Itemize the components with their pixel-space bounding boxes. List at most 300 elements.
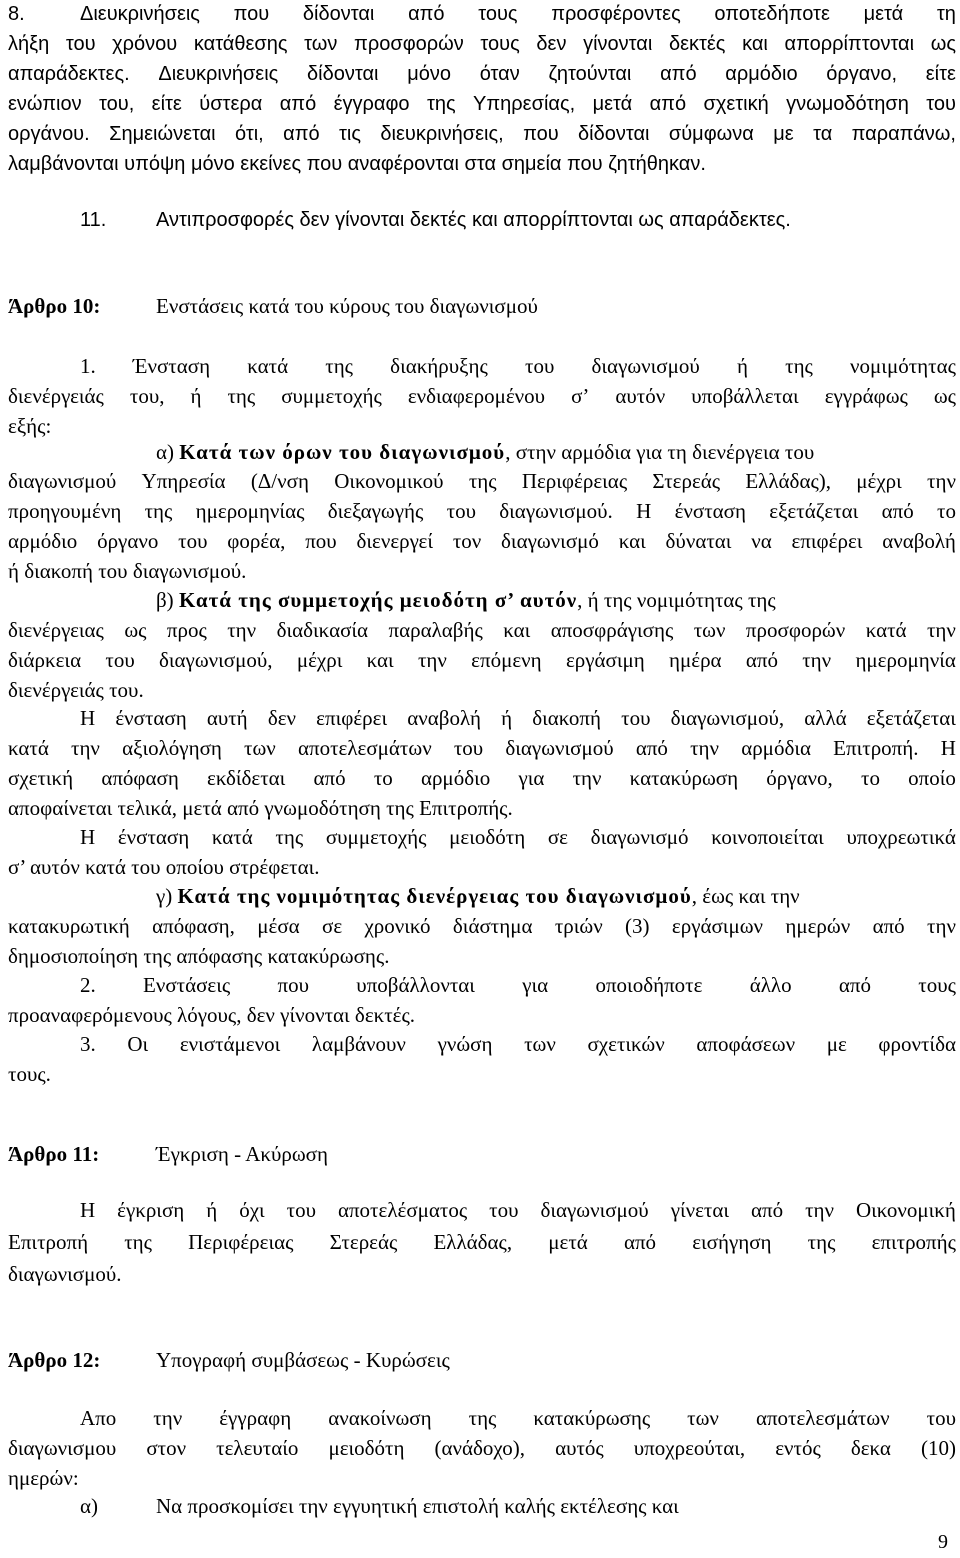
word: Η	[940, 736, 956, 760]
word: τους	[478, 3, 518, 25]
word: ένσταση	[674, 499, 746, 523]
item-8-line-4	[8, 90, 956, 118]
word: αλλά	[804, 706, 847, 730]
art12-a-text: Να προσκομίσει την εγγυητική επιστολή καλής εκτέλεσης και	[156, 1494, 679, 1518]
word: τριών	[554, 914, 603, 938]
word: όργανο	[97, 529, 159, 553]
word: μέχρι	[856, 469, 902, 493]
word: χρονικό	[364, 914, 431, 938]
word: δεν	[267, 706, 297, 730]
art10-p1-line-1	[80, 352, 956, 380]
word: του	[446, 499, 476, 523]
word: όταν	[479, 63, 520, 85]
word: δίδονται	[578, 123, 650, 145]
word: έγγραφη	[219, 1406, 292, 1430]
word: διαγωνισμού.	[499, 499, 613, 523]
word: αποτελεσμάτων	[297, 736, 432, 760]
word: μετά	[548, 1230, 588, 1254]
word: γνωμοδότηση	[786, 93, 909, 115]
art10-c-bold: Κατά της νομιμότητας διενέργειας του διαγωνισμού	[177, 884, 692, 908]
word: την	[227, 618, 257, 642]
word: σχετική	[8, 766, 74, 790]
word: αποφάσεων	[696, 1032, 796, 1056]
item-8-line-5	[8, 120, 956, 148]
word: έγκριση	[117, 1198, 185, 1222]
word: σε	[322, 914, 343, 938]
art10-b-label: β)	[156, 588, 174, 612]
word: ενδιαφερομένου	[407, 384, 546, 408]
word: κατακύρωσης	[533, 1406, 651, 1430]
word: επιφέρει	[791, 529, 863, 553]
word: του	[178, 529, 208, 553]
word: αυτόν	[615, 384, 666, 408]
word: ή	[501, 706, 513, 730]
word: (ανάδοχο),	[434, 1436, 526, 1460]
word: Διευκρινήσεις	[80, 3, 200, 25]
word: διενέργειάς	[8, 384, 104, 408]
word: απόφαση	[101, 766, 179, 790]
word: συμμετοχής	[281, 384, 382, 408]
word: οποιοδήποτε	[595, 973, 703, 997]
word: Περιφέρειας	[188, 1230, 294, 1254]
word: 1.	[80, 354, 96, 378]
word: είτε	[151, 93, 182, 115]
word: σχετικών	[587, 1032, 665, 1056]
word: από	[623, 1230, 657, 1254]
word: δίδονται	[307, 63, 379, 85]
word: τα	[813, 123, 833, 145]
word: με	[826, 1032, 847, 1056]
art10-b-rest: , ή της νομιμότητας της	[577, 588, 776, 612]
word: ότι,	[235, 123, 264, 145]
word: (3)	[625, 914, 650, 938]
word: δεν	[536, 33, 567, 55]
word: και	[618, 529, 646, 553]
word: λήξη	[8, 33, 50, 55]
word: ανακοίνωση	[328, 1406, 432, 1430]
word: μετά	[592, 93, 633, 115]
word: αποσφράγισης	[550, 618, 674, 642]
word: παραπάνω,	[851, 123, 956, 145]
word: την	[805, 1198, 834, 1222]
word: που	[523, 123, 559, 145]
word: υποχρεωτικά	[846, 825, 956, 849]
word: επιτροπής	[871, 1230, 956, 1254]
art10-p2-line-2: προαναφερόμενους λόγους, δεν γίνονται δεκτές.	[8, 1003, 416, 1027]
word: από	[838, 973, 871, 997]
word: το	[937, 499, 956, 523]
art11-line-3: διαγωνισμού.	[8, 1262, 122, 1286]
word: ημέρα	[669, 648, 722, 672]
word: που	[277, 973, 310, 997]
word: συμμετοχής	[325, 825, 427, 849]
art12-a-label: α)	[80, 1494, 98, 1518]
art10-a-label: α)	[156, 440, 174, 464]
art10-a-line-2	[8, 497, 956, 525]
word: δεκτές	[668, 33, 726, 55]
art12-line-3: ημερών:	[8, 1466, 79, 1490]
word: προσφορών	[745, 618, 846, 642]
word: διαγωνισμού	[8, 469, 117, 493]
art10-c-first-line	[156, 882, 800, 910]
word: απαράδεκτες.	[8, 63, 130, 85]
word: εκδίδεται	[207, 766, 286, 790]
word: σ’	[571, 384, 590, 408]
word: της	[468, 469, 497, 493]
word: ύστερα	[199, 93, 263, 115]
word: Επιτροπή	[8, 1230, 89, 1254]
word: Η	[636, 499, 652, 523]
word: τους	[918, 973, 956, 997]
word: ή	[206, 1198, 218, 1222]
word: για	[522, 973, 549, 997]
art10-a-line-4: ή διακοπή του διαγωνισμού.	[8, 559, 247, 583]
word: τον	[452, 529, 482, 553]
art10-b3-line-1	[80, 823, 956, 851]
art10-c-rest: , έως και την	[691, 884, 800, 908]
word: κοινοποιείται	[711, 825, 824, 849]
word: τη	[936, 3, 956, 25]
word: Οι	[127, 1032, 149, 1056]
word: του	[926, 1406, 956, 1430]
word: διάστημα	[452, 914, 533, 938]
word: όχι	[239, 1198, 265, 1222]
word: μέσα	[257, 914, 300, 938]
word: ως	[933, 384, 956, 408]
word: από	[313, 766, 346, 790]
word: ως	[124, 618, 147, 642]
art10-b2-line-3	[8, 764, 956, 792]
word: να	[751, 529, 772, 553]
word: μειοδότη	[328, 1436, 405, 1460]
word: Υπηρεσίας,	[473, 93, 576, 115]
word: ή	[190, 384, 202, 408]
word: από	[660, 63, 697, 85]
art10-p1-line-3: εξής:	[8, 414, 52, 438]
word: Επιτροπή.	[833, 736, 919, 760]
word: κατά	[8, 736, 49, 760]
art10-b2-line-1	[80, 704, 956, 732]
word: διαγωνισμού,	[159, 648, 273, 672]
art10-a-bold: Κατά των όρων του διαγωνισμού	[179, 440, 506, 464]
art10-b-line-1	[8, 616, 956, 644]
word: κατάθεσης	[193, 33, 288, 55]
word: διαγωνισμου	[8, 1436, 117, 1460]
item-11-text: Αντιπροσφορές δεν γίνονται δεκτές και απορρίπτονται ως απαράδεκτες.	[156, 209, 791, 231]
art10-c-line-1	[8, 912, 956, 940]
word: διευκρινήσεις,	[380, 123, 504, 145]
word: παραλαβής	[388, 618, 483, 642]
article-10-title: Ενστάσεις κατά του κύρους του διαγωνισμού	[156, 294, 538, 318]
word: της	[144, 499, 173, 523]
item-8-line-6: λαμβάνονται υπόψη μόνο εκείνες που αναφέρονται στα σημεία που ζητήθηκαν.	[8, 153, 706, 175]
word: την	[927, 469, 956, 493]
art11-line-1	[80, 1196, 956, 1224]
word: υποβάλλονται	[356, 973, 475, 997]
word: διενεργεί	[356, 529, 434, 553]
word: Οικονομικού	[334, 469, 444, 493]
word: έγγραφο	[333, 93, 410, 115]
word: του	[926, 93, 956, 115]
word: αποτελέσματος	[337, 1198, 468, 1222]
word: χρόνου	[112, 33, 178, 55]
word: των	[524, 1032, 556, 1056]
word: Στερεάς	[652, 469, 721, 493]
word: της	[468, 1406, 497, 1430]
word: την	[926, 618, 956, 642]
article-12-label: Άρθρο 12:	[8, 1348, 101, 1372]
word: αναβολή	[407, 706, 481, 730]
word: διακήρυξης	[390, 354, 488, 378]
word: ενώπιον	[8, 93, 82, 115]
word: στον	[146, 1436, 187, 1460]
art10-c-label: γ)	[156, 884, 173, 908]
word: γίνεται	[670, 1198, 730, 1222]
word: φροντίδα	[878, 1032, 956, 1056]
word: σχετική	[703, 93, 769, 115]
word: επόμενη	[471, 648, 542, 672]
word: των	[687, 1406, 719, 1430]
word: άλλο	[749, 973, 792, 997]
word: την	[690, 736, 720, 760]
word: την	[71, 736, 100, 760]
word: ζητούνται	[548, 63, 632, 85]
word: του	[489, 1198, 519, 1222]
word: διαγωνισμού	[540, 1198, 649, 1222]
item-8-number: 8.	[8, 3, 25, 25]
art10-b-line-2	[8, 646, 956, 674]
word: νομιμότητας	[850, 354, 956, 378]
word: αυτή	[206, 706, 248, 730]
word: αρμόδιο	[420, 766, 491, 790]
word: εργάσιμων	[671, 914, 764, 938]
word: Διευκρινήσεις	[158, 63, 279, 85]
article-12-title: Υπογραφή συμβάσεως - Κυρώσεις	[156, 1348, 450, 1372]
word: μετά	[863, 3, 904, 25]
word: είτε	[925, 63, 956, 85]
word: οργάνου.	[8, 123, 90, 145]
word: του	[525, 354, 555, 378]
art10-p2-line-1	[80, 971, 956, 999]
word: την	[802, 648, 832, 672]
word: για	[518, 766, 545, 790]
word: την	[153, 1406, 183, 1430]
word: το	[373, 766, 393, 790]
word: απόφαση,	[152, 914, 235, 938]
word: σύμφωνα	[668, 123, 754, 145]
word: υποχρεούται,	[633, 1436, 746, 1460]
word: (10)	[920, 1436, 956, 1460]
word: Οικονομική	[855, 1198, 956, 1222]
word: της	[227, 384, 256, 408]
word: εξετάζεται	[866, 706, 956, 730]
word: ως	[930, 33, 956, 55]
word: της	[275, 825, 304, 849]
word: του	[105, 648, 135, 672]
word: και	[503, 618, 531, 642]
art10-a-line-3	[8, 527, 956, 555]
word: από	[283, 123, 320, 145]
item-8-line-2	[8, 30, 956, 58]
word: με	[773, 123, 794, 145]
word: την	[572, 766, 602, 790]
word: Η	[80, 825, 96, 849]
art10-p1-line-2	[8, 382, 956, 410]
word: φορέα,	[227, 529, 286, 553]
word: Υπηρεσία	[141, 469, 226, 493]
word: υποβάλλεται	[691, 384, 799, 408]
word: των	[304, 33, 338, 55]
word: ημερών	[785, 914, 851, 938]
word: από	[751, 1198, 784, 1222]
word: από	[745, 648, 778, 672]
word: ημερομηνίας	[195, 499, 305, 523]
word: Ελλάδας,	[433, 1230, 513, 1254]
article-11-title: Έγκριση - Ακύρωση	[156, 1142, 328, 1166]
word: κατά	[865, 618, 907, 642]
word: διαγωνισμού	[591, 354, 700, 378]
word: γνώση	[437, 1032, 493, 1056]
word: διαγωνισμό	[590, 825, 689, 849]
word: όργανο,	[766, 766, 833, 790]
art10-b-line-3: διενέργειάς του.	[8, 678, 144, 702]
word: του	[65, 33, 96, 55]
article-11-label: Άρθρο 11:	[8, 1142, 100, 1166]
word: Σημειώνεται	[109, 123, 216, 145]
art11-line-2	[8, 1228, 956, 1256]
word: από	[649, 93, 687, 115]
word: τις	[339, 123, 361, 145]
word: κατά	[211, 825, 253, 849]
word: διενέργειας	[8, 618, 104, 642]
word: Ένσταση	[132, 354, 211, 378]
word: της	[124, 1230, 152, 1254]
item-8-line-1	[80, 0, 956, 28]
word: Στερεάς	[329, 1230, 398, 1254]
word: των	[693, 618, 726, 642]
art10-b2-line-2	[8, 734, 956, 762]
word: διαγωνισμού,	[670, 706, 785, 730]
word: Η	[80, 706, 96, 730]
word: επιφέρει	[316, 706, 388, 730]
art10-p3-line-1	[80, 1030, 956, 1058]
word: της	[785, 354, 813, 378]
word: αποτελεσμάτων	[755, 1406, 890, 1430]
art10-a-first-line	[156, 438, 814, 466]
word: από	[881, 499, 914, 523]
word: του	[621, 706, 651, 730]
word: Ελλάδας),	[745, 469, 832, 493]
word: 3.	[80, 1032, 96, 1056]
word: προσφέροντες	[551, 3, 681, 25]
word: οποίο	[908, 766, 956, 790]
art10-a-rest: , στην αρμόδια για τη διενέργεια του	[505, 440, 815, 464]
word: Ενστάσεις	[143, 973, 231, 997]
word: την	[927, 914, 956, 938]
item-11-number: 11.	[80, 209, 107, 231]
art10-b-first-line	[156, 586, 776, 614]
art10-p3-line-2: τους.	[8, 1062, 51, 1086]
word: διαδικασία	[276, 618, 369, 642]
word: ή	[736, 354, 748, 378]
word: γίνονται	[583, 33, 653, 55]
word: κατακυρωτική	[8, 914, 130, 938]
art10-b-bold: Κατά της συμμετοχής μειοδότη σ’ αυτόν	[178, 588, 578, 612]
word: εντός	[775, 1436, 821, 1460]
word: όργανο,	[826, 63, 898, 85]
page-number: 9	[938, 1531, 948, 1553]
word: Απο	[80, 1406, 117, 1430]
item-8-line-3	[8, 60, 956, 88]
word: εξετάζεται	[769, 499, 859, 523]
word: κατακύρωση	[629, 766, 739, 790]
word: το	[861, 766, 880, 790]
word: προηγουμένη	[8, 499, 122, 523]
word: Η	[80, 1198, 96, 1222]
word: την	[417, 648, 447, 672]
word: προς	[166, 618, 207, 642]
word: δεκα	[850, 1436, 891, 1460]
word: τελευταίο	[216, 1436, 299, 1460]
word: που	[233, 3, 270, 25]
word: που	[305, 529, 337, 553]
word: εργάσιμη	[565, 648, 645, 672]
word: ενιστάμενοι	[179, 1032, 281, 1056]
word: αρμόδιο	[8, 529, 78, 553]
word: κατά	[247, 354, 289, 378]
word: Περιφέρειας	[521, 469, 628, 493]
word: της	[807, 1230, 836, 1254]
word: του,	[129, 384, 165, 408]
art10-b2-line-4: αποφαίνεται τελικά, μετά από γνωμοδότηση της Επιτροπής.	[8, 796, 513, 820]
word: σε	[547, 825, 568, 849]
word: διάρκεια	[8, 648, 82, 672]
word: ημερομηνία	[855, 648, 956, 672]
word: του	[453, 736, 484, 760]
word: από	[872, 914, 905, 938]
word: και	[742, 33, 768, 55]
art10-a-line-1	[8, 467, 956, 495]
word: οποτεδήποτε	[714, 3, 830, 25]
word: διεξαγωγής	[327, 499, 424, 523]
word: εισήγηση	[692, 1230, 772, 1254]
word: αυτός	[555, 1436, 604, 1460]
word: αναβολή	[882, 529, 956, 553]
word: λαμβάνουν	[311, 1032, 406, 1056]
art10-b3-line-2: σ’ αυτόν κατά του οποίου στρέφεται.	[8, 855, 320, 879]
word: από	[279, 93, 317, 115]
word: διακοπή	[532, 706, 601, 730]
word: ένσταση	[117, 825, 190, 849]
word: προσφορών	[354, 33, 464, 55]
word: μόνο	[407, 63, 451, 85]
art12-line-2	[8, 1434, 956, 1462]
word: τους	[480, 33, 520, 55]
word: εγγράφως	[824, 384, 908, 408]
word: δίδονται	[302, 3, 375, 25]
word: αρμόδια	[741, 736, 811, 760]
word: 2.	[80, 973, 96, 997]
word: των	[244, 736, 276, 760]
word: του,	[99, 93, 135, 115]
word: της	[325, 354, 353, 378]
word: του	[286, 1198, 316, 1222]
word: διαγωνισμού	[505, 736, 614, 760]
word: από	[635, 736, 668, 760]
word: απορρίπτονται	[784, 33, 915, 55]
word: μειοδότη	[449, 825, 526, 849]
word: και	[366, 648, 394, 672]
